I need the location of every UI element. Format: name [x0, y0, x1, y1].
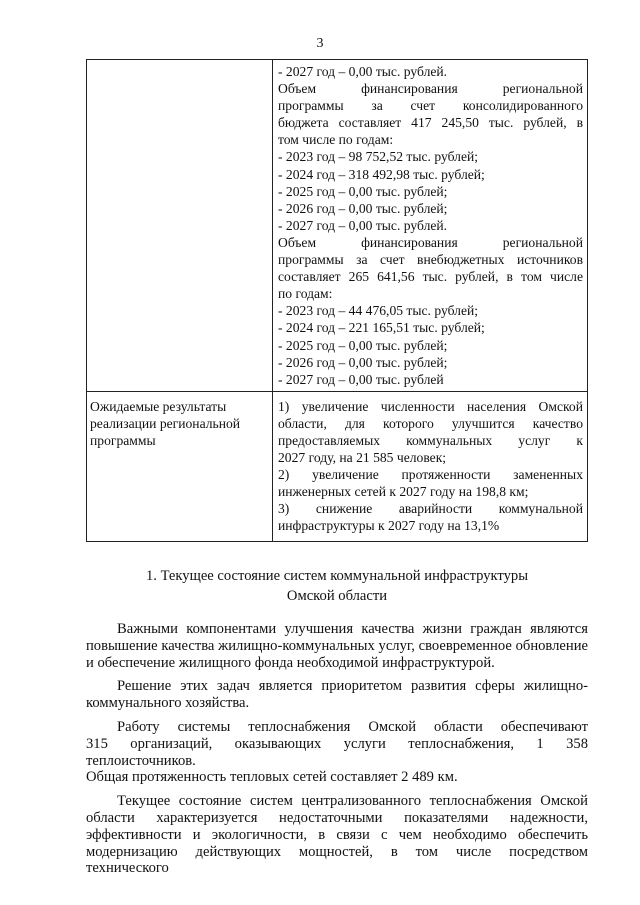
text-line: предоставляемых коммунальных услуг к: [278, 432, 583, 448]
text-line: области характеризуется недостаточными показателями надежности,: [86, 809, 588, 826]
table-row: [87, 60, 588, 392]
program-passport-table: [86, 59, 588, 542]
financing-cell: [273, 60, 588, 392]
text-line: повышение качества жилищно-коммунальных услуг, своевременное обновление: [86, 637, 588, 654]
text-line: 315 организаций, оказывающих услуги теплоснабжения, 1 358 теплоисточников.: [86, 735, 588, 769]
text-line: Важными компонентами улучшения качества жизни граждан являются: [117, 621, 588, 637]
text-line: Общая протяженность тепловых сетей составляет 2 489 км.: [86, 769, 458, 786]
text-line: 3) снижение аварийности коммунальной: [278, 501, 583, 517]
paragraph: [86, 678, 588, 712]
text-line: - 2024 год – 221 165,51 тыс. рублей;: [278, 320, 485, 336]
text-line: программы за счет консолидированного: [278, 98, 583, 114]
text-line: 1) увеличение численности населения Омской: [278, 398, 583, 414]
text-line: - 2023 год – 98 752,52 тыс. рублей;: [278, 149, 479, 165]
body-text: [86, 621, 588, 884]
text-line: и обеспечение жилищного фонда необходимой инфраструктурой.: [86, 654, 495, 671]
text-line: - 2027 год – 0,00 тыс. рублей: [278, 371, 444, 387]
text-line: бюджета составляет 417 245,50 тыс. рублей, в: [278, 115, 583, 131]
text-line: - 2026 год – 0,00 тыс. рублей;: [278, 200, 448, 216]
text-line: инженерных сетей к 2027 году на 198,8 км;: [278, 484, 529, 500]
text-line: том числе по годам:: [278, 132, 394, 148]
text-line: - 2027 год – 0,00 тыс. рублей.: [278, 217, 448, 233]
table-cell-label: [87, 60, 273, 392]
text-line: коммунального хозяйства.: [86, 695, 250, 712]
page-number: 3: [316, 36, 324, 51]
expected-results-cell: [273, 391, 588, 541]
text-line: модернизацию действующих мощностей, в том числе посредством технического: [86, 843, 588, 877]
paragraph: [86, 621, 588, 671]
text-line: реализации региональной: [90, 415, 241, 431]
section-heading-line: Омской области: [286, 588, 388, 604]
text-line: программы: [90, 432, 156, 448]
text-line: эффективности и экологичности, в связи с чем необходимо обеспечить: [86, 826, 588, 843]
section-heading: [86, 566, 588, 606]
expected-results-label: [87, 391, 273, 541]
text-line: Ожидаемые результаты: [90, 398, 227, 414]
text-line: Объем финансирования региональной: [278, 234, 583, 250]
text-line: 2027 году, на 21 585 человек;: [278, 450, 447, 466]
table-row: [87, 391, 588, 541]
text-line: - 2027 год – 0,00 тыс. рублей.: [278, 64, 448, 79]
text-line: Работу системы теплоснабжения Омской области обеспечивают: [117, 718, 588, 735]
text-line: - 2026 год – 0,00 тыс. рублей;: [278, 354, 448, 370]
text-line: Решение этих задач является приоритетом развития сферы жилищно-: [117, 678, 588, 695]
text-line: - 2023 год – 44 476,05 тыс. рублей;: [278, 303, 479, 319]
text-line: - 2024 год – 318 492,98 тыс. рублей;: [278, 166, 485, 182]
text-line: Объем финансирования региональной: [278, 81, 583, 97]
text-line: - 2025 год – 0,00 тыс. рублей;: [278, 183, 448, 199]
paragraph: [86, 719, 588, 786]
text-line: Текущее состояние систем централизованного теплоснабжения Омской: [117, 793, 588, 810]
text-line: области, для которого улучшится качество: [278, 415, 583, 431]
text-line: программы за счет внебюджетных источников: [278, 252, 583, 268]
text-line: 2) увеличение протяженности замененных: [278, 467, 583, 483]
section-heading-line: 1. Текущее состояние систем коммунальной инфраструктуры: [145, 568, 529, 584]
text-line: инфраструктуры к 2027 году на 13,1%: [278, 518, 500, 534]
text-line: по годам:: [278, 286, 333, 302]
paragraph: [86, 793, 588, 877]
text-line: - 2025 год – 0,00 тыс. рублей;: [278, 337, 448, 353]
text-line: составляет 265 641,56 тыс. рублей, в том числе: [278, 269, 583, 285]
